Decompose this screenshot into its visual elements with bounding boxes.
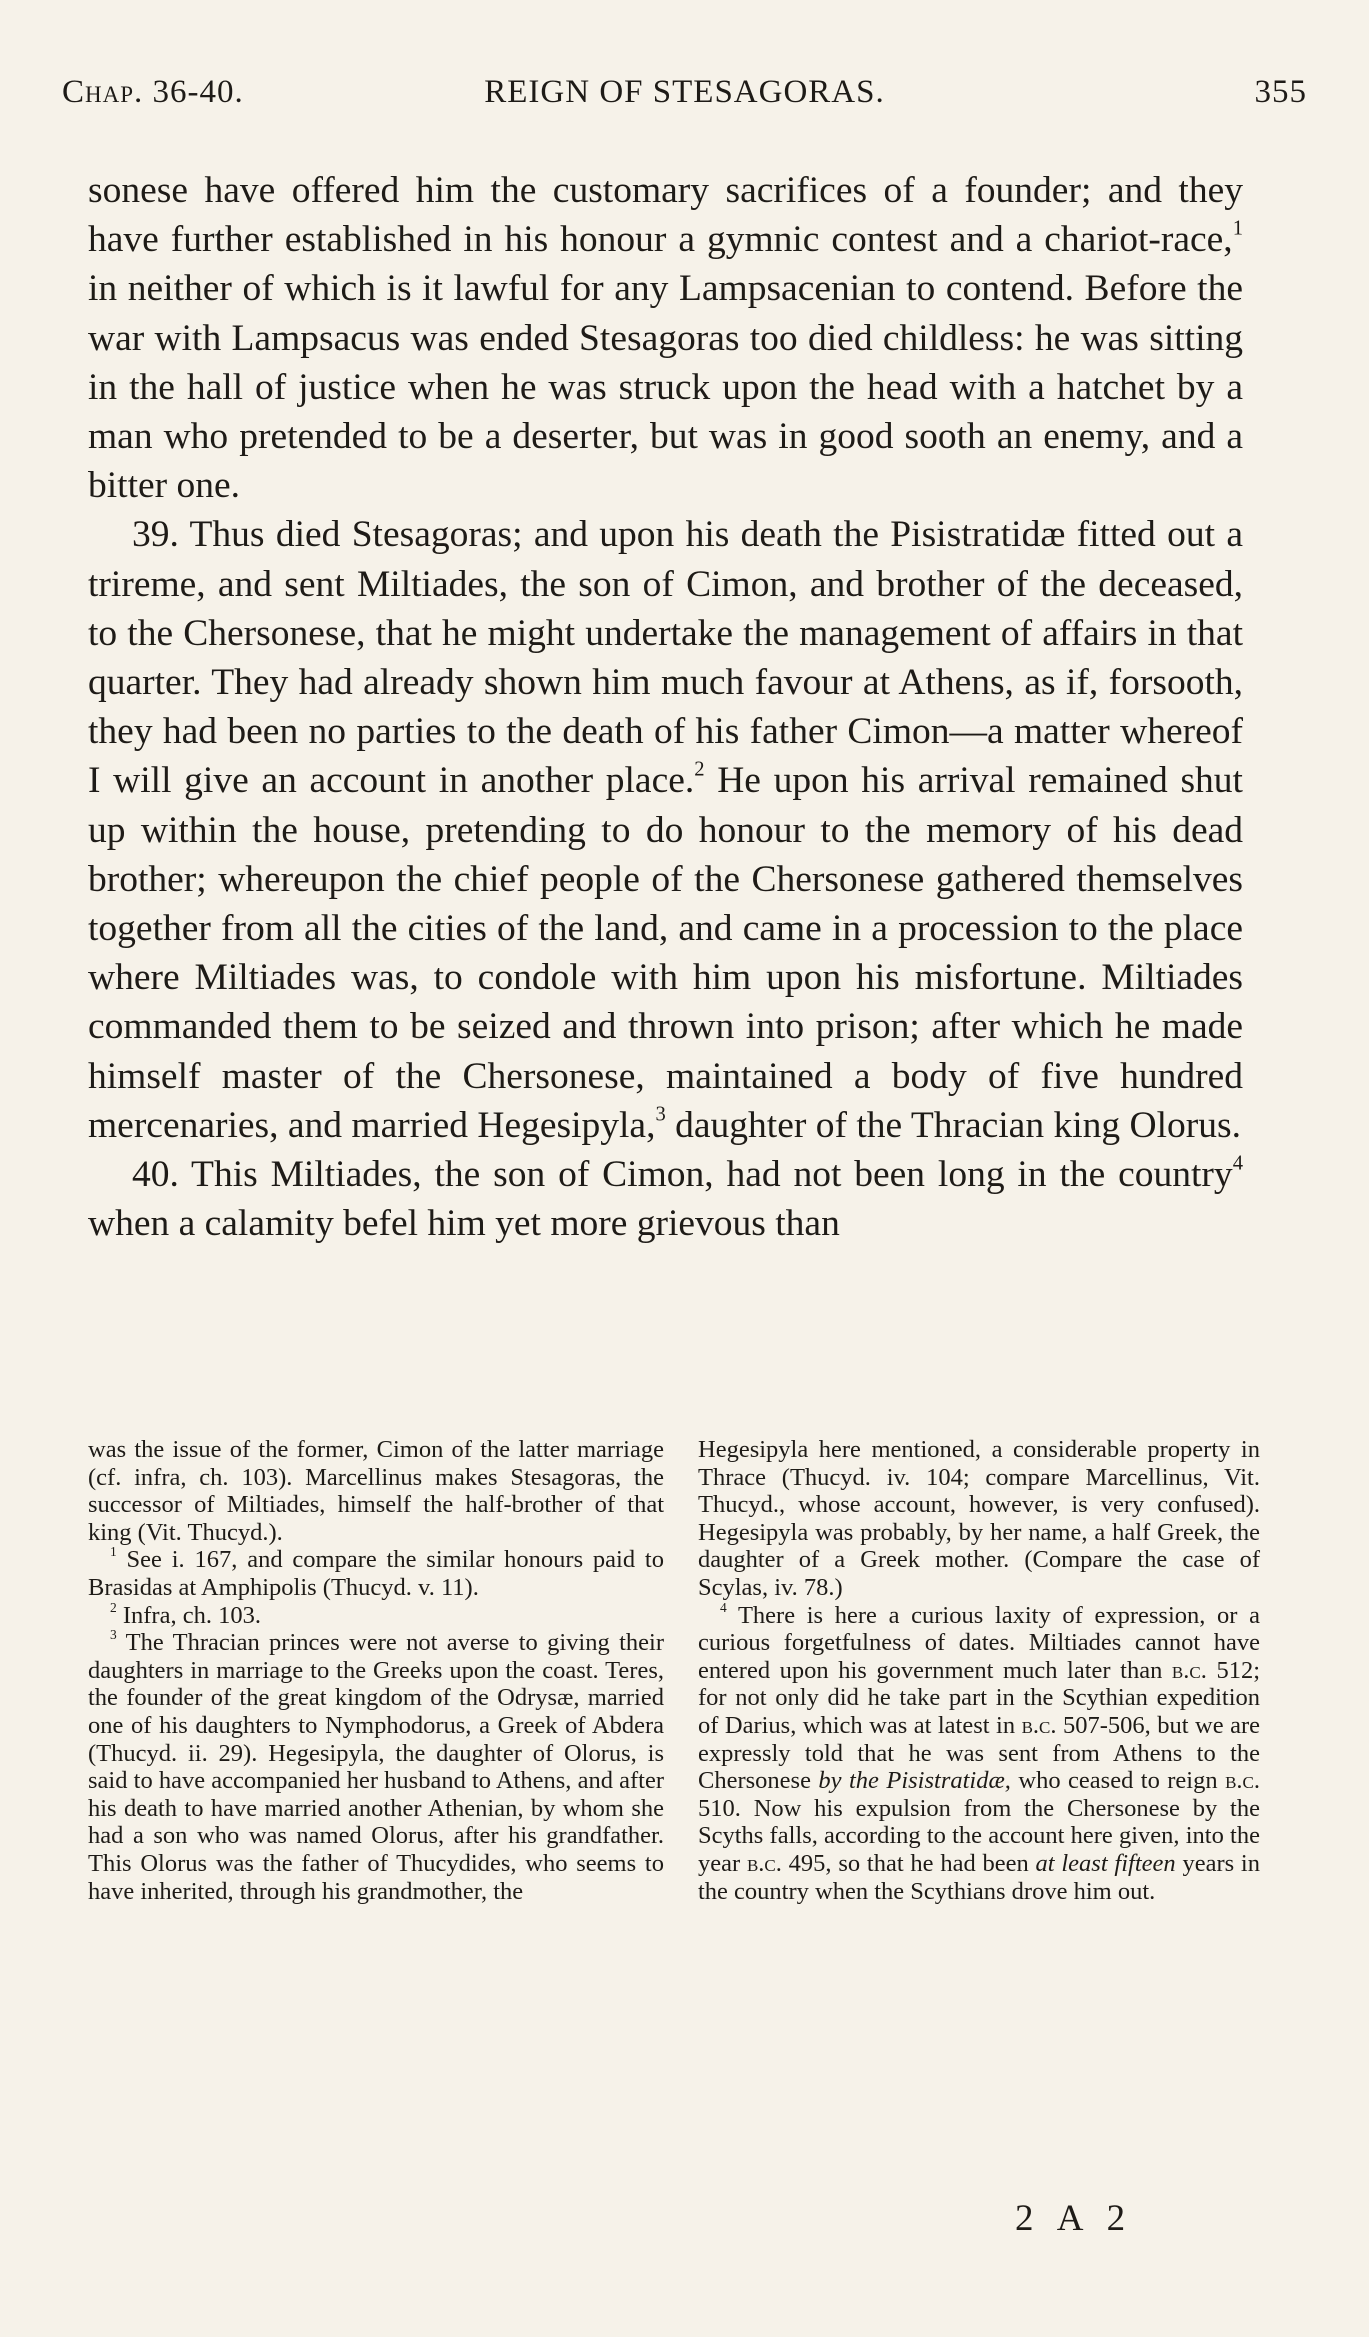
footnote-ref-3: 3 <box>655 1103 666 1126</box>
chapter-reference: Chap. 36-40. <box>62 74 244 110</box>
footnote-ref-1: 1 <box>1232 217 1243 240</box>
footnote-1: $^1$ See i. 167, and compare the similar honours paid to Brasidas at Amphipolis (Thucyd. v. 11). <box>88 1544 664 1601</box>
footnote-ref-2: 2 <box>694 758 705 781</box>
paragraph-40: 40. This Miltiades, the son of Cimon, had not been long in the country$^4$ when a calamity befel him yet more grievous than <box>88 1152 1243 1245</box>
paragraph-continuation: sonese have offered him the customary sacrifices of a founder; and they have further established in his honour a gymnic contest and a chariot-race,$^1$ in neither of which is it lawful for any Lampsacenian to contend. Before the war with Lampsacus was ended Stesagoras too died childless: he was sitting in the hall of justice when he was struck upon the head with a hatchet by a man who pretended to be a deserter, but was in good sooth an enemy, and a bitter one. <box>88 170 1243 507</box>
footnote-3-continuation: Hegesipyla here mentioned, a considerable property in Thrace (Thucyd. iv. 104; compare Marcellinus, Vit. Thucyd., whose account, however, is very confused). Hegesipyla was probably, by her name, a half Greek, the daughter of a Greek mother. (Compare the case of Scylas, iv. 78.) <box>698 1436 1260 1601</box>
footnote-ref-4: 4 <box>1232 1152 1243 1175</box>
main-text <box>88 166 1243 1248</box>
footnote-4: $^4$ There is here a curious laxity of expression, or a curious forgetfulness of dates. Miltiades cannot have entered upon his government much later than b.c. 512; for not only did he take part in the Scythian expedition of Darius, which was at latest in b.c. 507-506, but we are expressly told that he was sent from Athens to the Chersonese by the Pisistratidæ, who ceased to reign b.c. 510. Now his expulsion from the Chersonese by the Scyths falls, according to the account here given, into the year b.c. 495, so that he had been at least fifteen years in the country when the Scythians drove him out. <box>698 1599 1261 1905</box>
signature-mark: 2 A 2 <box>1015 2198 1134 2239</box>
page-number: 355 <box>1254 74 1307 110</box>
footnotes <box>88 1436 1260 2236</box>
footnote-3: $^3$ The Thracian princes were not averse to giving their daughters in marriage to the Greeks upon the coast. Teres, the founder of the great kingdom of the Odrysæ, married one of his daughters to Nymphodorus, a Greek of Abdera (Thucyd. ii. 29). Hegesipyla, the daughter of Olorus, is said to have accompanied her husband to Athens, and after his death to have married another Athenian, by whom she had a son who was named Olorus, after his grandfather. This Olorus was the father of Thucydides, who seems to have inherited, through his grandmother, the <box>88 1627 664 1905</box>
footnotes-left-column <box>88 1436 664 1905</box>
running-head <box>62 74 1307 124</box>
footnote-2: $^2$ Infra, ch. 103. <box>110 1599 261 1629</box>
page-title: REIGN OF STESAGORAS. <box>484 74 885 110</box>
footnotes-right-column <box>698 1436 1260 1905</box>
paragraph-39: 39. Thus died Stesagoras; and upon his death the Pisistratidæ fitted out a trireme, and sent Miltiades, the son of Cimon, and brother of the deceased, to the Chersonese, that he might undertake the management of affairs in that quarter. They had already shown him much favour at Athens, as if, forsooth, they had been no parties to the death of his father Cimon—a matter whereof I will give an account in another place.$^2$ He upon his arrival remained shut up within the house, pretending to do honour to the memory of his dead brother; whereupon the chief people of the Chersonese gathered themselves together from all the cities of the land, and came in a procession to the place where Miltiades was, to condole with him upon his misfortune. Miltiades commanded them to be seized and thrown into prison; after which he made himself master of the Chersonese, maintained a body of five hundred mercenaries, and married Hegesipyla,$^3$ daughter of the Thracian king Olorus. <box>88 514 1243 1146</box>
footnote-continuation: was the issue of the former, Cimon of the latter marriage (cf. infra, ch. 103). Marcellinus makes Stesagoras, the successor of Miltiades, himself the half-brother of that king (Vit. Thucyd.). <box>88 1436 664 1546</box>
